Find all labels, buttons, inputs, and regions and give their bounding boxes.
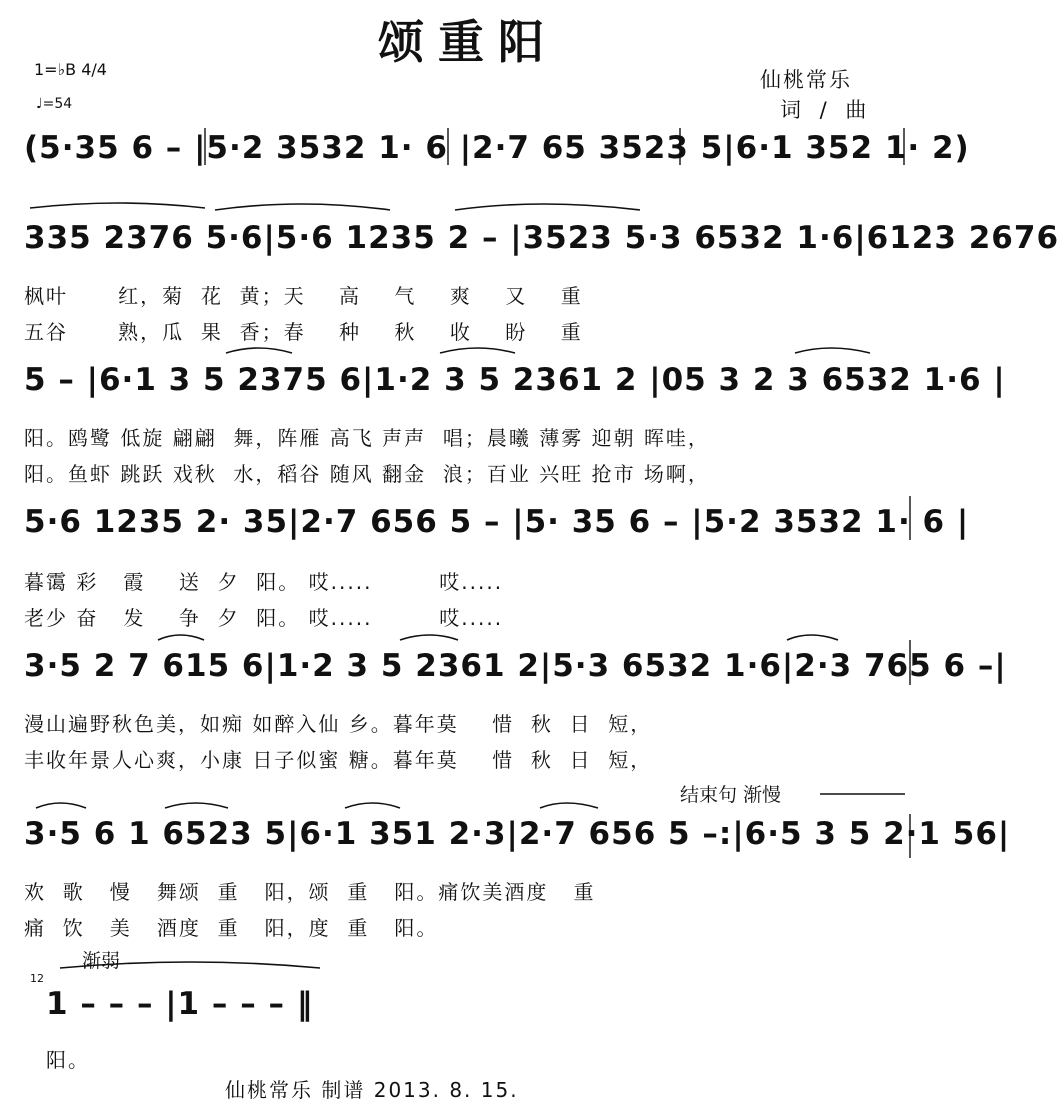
small-marking: 12	[30, 972, 44, 985]
ritardando-marking: 结束句 渐慢	[680, 784, 782, 806]
notation-row: 1 – – – |1 – – – ‖	[46, 986, 314, 1022]
lyric-line: 欢 歌 慢 舞颂 重 阳，颂 重 阳。痛饮美酒度 重	[24, 880, 596, 904]
transcriber-credit: 仙桃常乐 制谱 2013. 8. 15.	[225, 1078, 519, 1102]
tempo-marking: ♩=54	[36, 96, 73, 112]
key-signature: 1=♭B 4/4	[34, 60, 107, 79]
notation-row: 5 – |6·1 3 5 2375 6|1·2 3 5 2361 2 |05 3 2 3 6532 1·6 |	[24, 362, 1006, 398]
notation-row: 5·6 1235 2· 35|2·7 656 5 – |5· 35 6 – |5·2 3532 1· 6 |	[24, 504, 970, 540]
lyric-line: 阳。	[46, 1048, 90, 1072]
notation-row: 3·5 2 7 615 6|1·2 3 5 2361 2|5·3 6532 1·6|2·3 765 6 –|	[24, 648, 1007, 684]
lyric-line: 痛 饮 美 酒度 重 阳，度 重 阳。	[24, 916, 439, 940]
lyric-line: 五谷 熟，瓜 果 香；春 种 秋 收 盼 重	[24, 320, 583, 344]
lyric-line: 枫叶 红，菊 花 黄；天 高 气 爽 又 重	[24, 284, 583, 308]
notation-row: 3·5 6 1 6523 5|6·1 351 2·3|2·7 656 5 –:|6·5 3 5 2·1 56|	[24, 816, 1011, 852]
lyric-line: 丰收年景人心爽，小康 日子似蜜 糖。暮年莫 惜 秋 日 短，	[24, 748, 653, 772]
author-role: 词 / 曲	[780, 98, 873, 122]
diminuendo-marking: 渐弱	[82, 950, 121, 972]
lyric-line: 暮霭 彩 霞 送 夕 阳。 哎..... 哎.....	[24, 570, 504, 594]
lyric-line: 老少 奋 发 争 夕 阳。 哎..... 哎.....	[24, 606, 504, 630]
page-title: 颂重阳	[378, 15, 558, 69]
notation-row: 335 2376 5·6|5·6 1235 2 – |3523 5·3 6532 1·6|6123 2676	[24, 220, 1059, 256]
lyric-line: 阳。鸥鹭 低旋 翩翩 舞，阵雁 高飞 声声 唱；晨曦 薄雾 迎朝 晖哇，	[24, 426, 710, 450]
lyric-line: 漫山遍野秋色美，如痴 如醉入仙 乡。暮年莫 惜 秋 日 短，	[24, 712, 653, 736]
notation-row: (5·35 6 – |5·2 3532 1· 6 |2·7 65 3523 5|6·1 352 1· 2)	[24, 130, 970, 166]
lyric-line: 阳。鱼虾 跳跃 戏秋 水，稻谷 随风 翻金 浪；百业 兴旺 抢市 场啊，	[24, 462, 710, 486]
author-name: 仙桃常乐	[760, 68, 852, 92]
